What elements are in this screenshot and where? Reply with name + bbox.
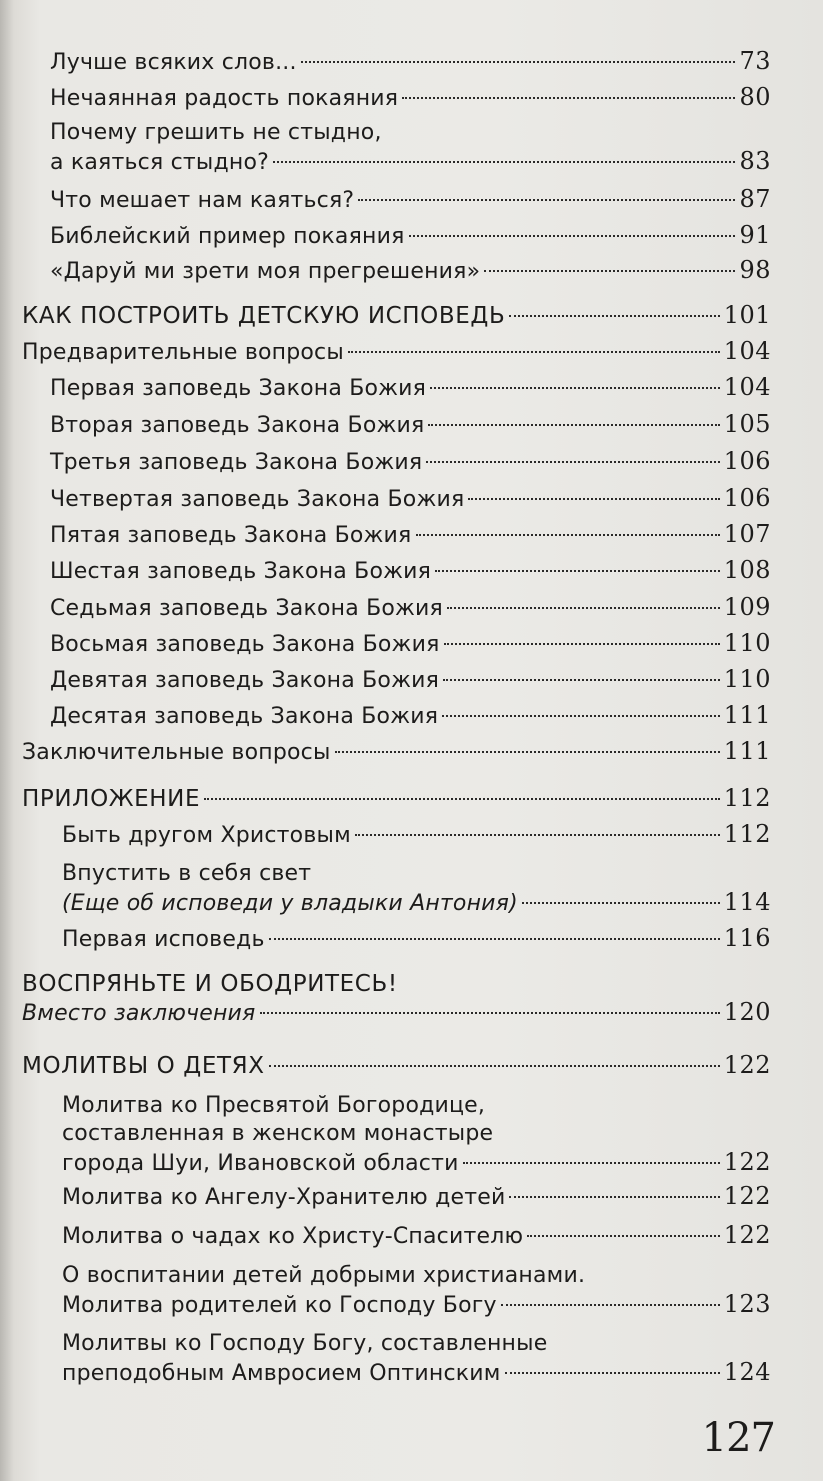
toc-entry-page: 111 bbox=[723, 737, 771, 765]
toc-entry-page: 114 bbox=[723, 888, 771, 916]
toc-entry-page: 101 bbox=[723, 301, 771, 329]
toc-entry-page: 107 bbox=[723, 520, 771, 548]
toc-entry-page: 124 bbox=[723, 1358, 771, 1386]
toc-entry bbox=[50, 119, 771, 177]
toc-entry bbox=[62, 1182, 771, 1212]
toc-entry-page: 109 bbox=[723, 593, 771, 621]
toc-entry-title: Вторая заповедь Закона Божия bbox=[50, 413, 425, 438]
toc-entry bbox=[50, 221, 771, 251]
toc-entry-page: 105 bbox=[723, 410, 771, 438]
dot-leader bbox=[484, 270, 735, 272]
toc-entry-title: Первая исповедь bbox=[62, 927, 265, 952]
toc-entry-page: 83 bbox=[739, 147, 771, 175]
toc-entry-title: Молитва о чадах ко Христу-Спасителю bbox=[62, 1224, 524, 1249]
toc-entry-page: 104 bbox=[723, 373, 771, 401]
toc-entry-title: КАК ПОСТРОИТЬ ДЕТСКУЮ ИСПОВЕДЬ bbox=[22, 303, 506, 329]
toc-entry-page: 122 bbox=[723, 1148, 771, 1176]
toc-entry bbox=[22, 737, 771, 767]
dot-leader bbox=[505, 1372, 720, 1374]
dot-leader bbox=[273, 161, 735, 163]
toc-entry bbox=[50, 373, 771, 403]
toc-entry-page: 87 bbox=[739, 185, 771, 213]
toc-entry-page: 108 bbox=[723, 556, 771, 584]
toc-entry-page: 110 bbox=[723, 629, 771, 657]
toc-entry bbox=[50, 556, 771, 586]
toc-entry-page: 104 bbox=[723, 337, 771, 365]
toc-entry bbox=[62, 820, 771, 850]
toc-entry-title: Первая заповедь Закона Божия bbox=[50, 376, 427, 401]
toc-entry-page: 122 bbox=[723, 1182, 771, 1210]
toc-entry-title: Четвертая заповедь Закона Божия bbox=[50, 487, 465, 512]
dot-leader bbox=[463, 1162, 720, 1164]
dot-leader bbox=[335, 751, 720, 753]
toc-entry-page: 122 bbox=[723, 1051, 771, 1079]
toc-entry-title: Что мешает нам каяться? bbox=[50, 188, 355, 213]
toc-entry-title: «Даруй ми зрети моя прегрешения» bbox=[50, 259, 481, 284]
toc-entry-title-line: Молитвы ко Господу Богу, составленные bbox=[62, 1331, 548, 1356]
toc-entry-page: 120 bbox=[723, 998, 771, 1026]
toc-entry bbox=[50, 256, 771, 286]
dot-leader bbox=[409, 235, 736, 237]
toc-entry-title: Нечаянная радость покаяния bbox=[50, 86, 399, 111]
toc-section bbox=[22, 970, 771, 1028]
toc-section bbox=[22, 1051, 771, 1080]
toc-entry bbox=[62, 924, 771, 954]
toc-entry bbox=[50, 484, 771, 514]
dot-leader bbox=[269, 938, 720, 940]
toc-entry bbox=[22, 337, 771, 367]
toc-entry bbox=[62, 1092, 771, 1178]
toc-entry-page: 106 bbox=[723, 484, 771, 512]
toc-entry-page: 80 bbox=[739, 83, 771, 111]
toc-entry-page: 112 bbox=[723, 820, 771, 848]
toc-entry-title: Лучше всяких слов... bbox=[50, 50, 297, 75]
toc-entry bbox=[62, 1221, 771, 1251]
toc-entry-title: Предварительные вопросы bbox=[22, 340, 344, 365]
dot-leader bbox=[509, 1196, 719, 1198]
dot-leader bbox=[527, 1235, 719, 1237]
dot-leader bbox=[301, 61, 736, 63]
toc-entry-page: 112 bbox=[723, 784, 771, 812]
toc-entry bbox=[50, 520, 771, 550]
toc-section bbox=[22, 301, 771, 330]
toc-entry-title-line: Молитва ко Пресвятой Богородице, bbox=[62, 1093, 486, 1118]
toc-entry bbox=[62, 860, 771, 918]
toc-entry-page: 116 bbox=[723, 924, 771, 952]
toc-entry-title: города Шуи, Ивановской области bbox=[62, 1151, 459, 1176]
toc-entry-title: МОЛИТВЫ О ДЕТЯХ bbox=[22, 1053, 265, 1079]
toc-entry-page: 111 bbox=[723, 701, 771, 729]
toc-entry-title: Девятая заповедь Закона Божия bbox=[50, 668, 440, 693]
toc-entry-title: Молитва родителей ко Господу Богу bbox=[62, 1293, 497, 1318]
toc-entry-title: Молитва ко Ангелу-Хранителю детей bbox=[62, 1185, 506, 1210]
page-number: 127 bbox=[701, 1415, 775, 1461]
dot-leader bbox=[443, 679, 720, 681]
dot-leader bbox=[444, 643, 720, 645]
dot-leader bbox=[402, 97, 735, 99]
toc-entry-page: 106 bbox=[723, 447, 771, 475]
dot-leader bbox=[358, 199, 735, 201]
toc-entry-title: Третья заповедь Закона Божия bbox=[50, 450, 423, 475]
toc-entry bbox=[50, 701, 771, 731]
dot-leader bbox=[468, 498, 719, 500]
toc-entry-title-line: О воспитании детей добрыми христианами. bbox=[62, 1263, 586, 1288]
toc-entry bbox=[50, 447, 771, 477]
dot-leader bbox=[430, 387, 720, 389]
dot-leader bbox=[447, 607, 720, 609]
toc-entry-title: ПРИЛОЖЕНИЕ bbox=[22, 786, 201, 812]
toc-entry bbox=[50, 410, 771, 440]
toc-entry bbox=[50, 593, 771, 623]
toc-entry-title: Пятая заповедь Закона Божия bbox=[50, 523, 412, 548]
toc-entry-page: 91 bbox=[739, 221, 771, 249]
toc-entry-subtitle: Вместо заключения bbox=[22, 1001, 256, 1026]
toc-entry-title: Десятая заповедь Закона Божия bbox=[50, 704, 439, 729]
toc-entry-title: Быть другом Христовым bbox=[62, 823, 351, 848]
dot-leader bbox=[501, 1304, 720, 1306]
toc-entry-page: 122 bbox=[723, 1221, 771, 1249]
toc-entry-subtitle: (Еще об исповеди у владыки Антония) bbox=[62, 891, 518, 916]
toc-entry-title: а каяться стыдно? bbox=[50, 150, 269, 175]
toc-entry bbox=[50, 185, 771, 215]
toc-entry bbox=[50, 47, 771, 77]
toc-entry-title: Седьмая заповедь Закона Божия bbox=[50, 596, 443, 621]
dot-leader bbox=[269, 1065, 720, 1067]
toc-entry-title-line: Почему грешить не стыдно, bbox=[50, 120, 382, 145]
toc-section bbox=[22, 784, 771, 813]
toc-entry-title: Библейский пример покаяния bbox=[50, 224, 405, 249]
dot-leader bbox=[426, 461, 719, 463]
dot-leader bbox=[428, 424, 719, 426]
toc-entry-page: 123 bbox=[723, 1290, 771, 1318]
toc-entry bbox=[50, 665, 771, 695]
dot-leader bbox=[355, 834, 720, 836]
dot-leader bbox=[348, 351, 720, 353]
toc-entry-page: 110 bbox=[723, 665, 771, 693]
toc-entry-page: 98 bbox=[739, 256, 771, 284]
dot-leader bbox=[522, 902, 720, 904]
toc-entry bbox=[50, 629, 771, 659]
dot-leader bbox=[442, 715, 720, 717]
toc-entry-title: Восьмая заповедь Закона Божия bbox=[50, 632, 440, 657]
toc-entry-page: 73 bbox=[739, 47, 771, 75]
dot-leader bbox=[204, 798, 720, 800]
toc-entry-title: Шестая заповедь Закона Божия bbox=[50, 559, 432, 584]
toc-entry bbox=[62, 1262, 771, 1320]
toc-entry-title: преподобным Амвросием Оптинским bbox=[62, 1361, 501, 1386]
toc-entry-title: Заключительные вопросы bbox=[22, 740, 331, 765]
dot-leader bbox=[260, 1012, 720, 1014]
dot-leader bbox=[435, 570, 720, 572]
toc-entry-title-line: составленная в женском монастыре bbox=[62, 1121, 494, 1146]
toc-entry bbox=[50, 83, 771, 113]
toc-entry-title-line: ВОСПРЯНЬТЕ И ОБОДРИТЕСЬ! bbox=[22, 971, 398, 997]
toc-entry-title-line: Впустить в себя свет bbox=[62, 861, 312, 886]
toc-entry bbox=[62, 1330, 771, 1388]
dot-leader bbox=[509, 315, 719, 317]
dot-leader bbox=[416, 534, 720, 536]
